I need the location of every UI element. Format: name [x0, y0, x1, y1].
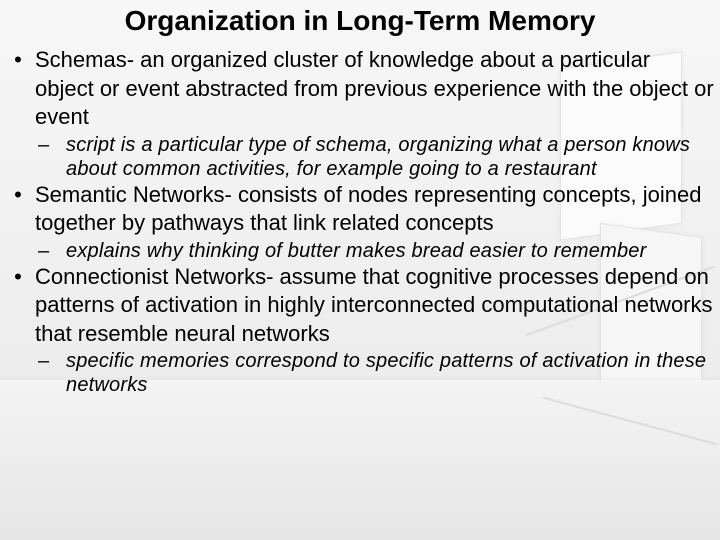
sub-bullet-text: script is a particular type of schema, organizing what a person knows about common activities, for example going to a restaurant	[66, 133, 691, 180]
bullet-glyph: •	[14, 47, 22, 72]
bullet-list	[8, 46, 714, 397]
bullet-item	[8, 263, 714, 349]
dash-glyph: –	[38, 239, 50, 262]
sub-bullet-text: explains why thinking of butter makes bread easier to remember	[66, 239, 647, 262]
bullet-glyph: •	[14, 181, 22, 207]
bullet-text: Semantic Networks- consists of nodes representing concepts, joined together by pathways that link related concepts	[35, 181, 702, 235]
bullet-item	[8, 181, 714, 238]
bullet-glyph: •	[14, 263, 22, 289]
dash-glyph: –	[38, 133, 50, 156]
sub-bullet-item	[8, 133, 714, 181]
sub-bullet-item	[8, 239, 714, 263]
bullet-item	[8, 46, 714, 132]
sub-bullet-text: specific memories correspond to specific patterns of activation in these networks	[66, 350, 707, 396]
bullet-text: Schemas- an organized cluster of knowledge about a particular object or event abstracted from previous experience with the object or event	[35, 47, 714, 129]
sub-bullet-item	[8, 349, 714, 397]
dash-glyph: –	[38, 350, 50, 372]
bullet-text: Connectionist Networks- assume that cognitive processes depend on patterns of activation in highly interconnected computational networks that resemble neural networks	[35, 263, 713, 346]
slide-title: Organization in Long-Term Memory	[124, 5, 596, 36]
